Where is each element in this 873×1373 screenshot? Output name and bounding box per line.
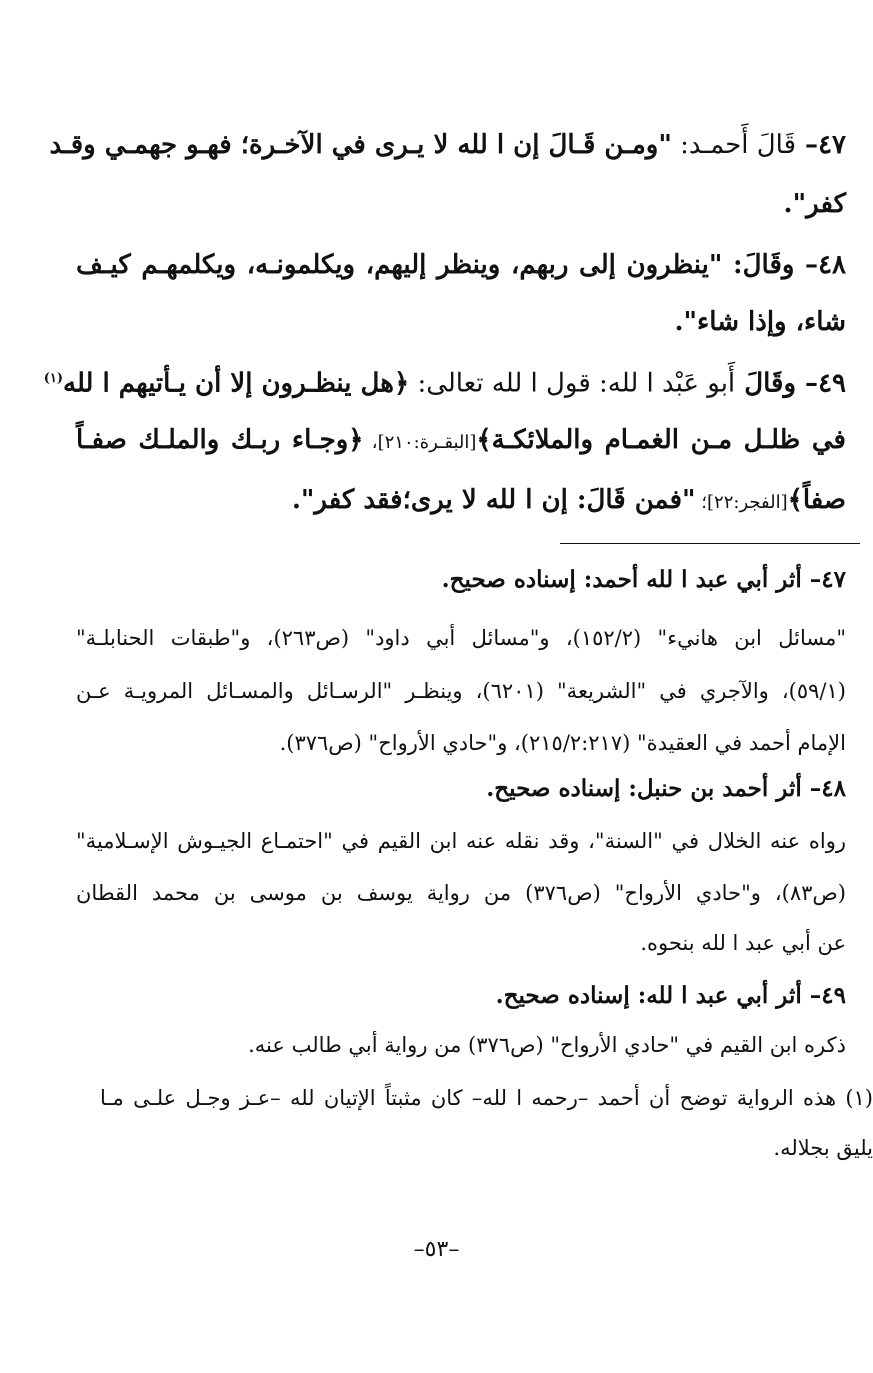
item-number-49: ٤٩– وقَالَ bbox=[735, 368, 846, 399]
quote-text: "فمن قَالَ: إن ا لله لا يرى؛فقد كفر". bbox=[291, 485, 696, 515]
quran-verse: في ظلـل مـن الغمـام والملائكـة﴾ bbox=[476, 425, 846, 455]
paragraph-48-line-2: شاء، وإذا شاء". bbox=[674, 307, 846, 337]
note-48-heading: ٤٨– أثر أحمد بن حنبل: إسناده صحيح. bbox=[486, 775, 846, 802]
paragraph-49-line-2 bbox=[76, 422, 846, 461]
footnote-1-line-2: يليق بجلاله. bbox=[773, 1136, 873, 1160]
verse-reference: [الفجر:٢٢]؛ bbox=[695, 492, 788, 513]
quote-text: "ومـن قَـالَ إن ا لله لا يـرى في الآخـرة؛ فهـو جهمـي وقـد bbox=[49, 130, 672, 160]
note-48-line-2: (ص٨٣)، و"حادي الأرواح" (ص٣٧٦) من رواية يوسف بن موسى بن محمد القطان bbox=[76, 881, 846, 905]
page-number: –٥٣– bbox=[413, 1237, 460, 1262]
item-number-47: ٤٧– bbox=[796, 130, 846, 160]
verse-reference: [البقـرة:٢١٠]، bbox=[363, 432, 477, 453]
paragraph-49-line-3 bbox=[76, 482, 846, 521]
quran-verse: صفاً﴾ bbox=[787, 485, 846, 515]
note-49-heading: ٤٩– أثر أبي عبد ا لله: إسناده صحيح. bbox=[495, 982, 846, 1009]
footnote-1-line-1: (١) هذه الرواية توضح أن أحمد –رحمه ا لله– كان مثبتاً الإتيان لله –عـز وجـل علـى مـا bbox=[100, 1086, 873, 1110]
footnote-marker: (١) bbox=[43, 371, 63, 386]
quran-verse: ﴿هل ينظـرون إلا أن يـأتيهم ا لله bbox=[63, 368, 410, 399]
quran-verse: ﴿وجـاء ربـك والملـك صفـاً bbox=[76, 425, 364, 455]
speaker-ahmad: قَالَ أَحمـد: bbox=[671, 130, 796, 160]
note-48-line-1: رواه عنه الخلال في "السنة"، وقد نقله عنه ابن القيم في "احتمـاع الجيـوش الإسـلامية" bbox=[76, 829, 846, 853]
paragraph-47-line-1 bbox=[49, 127, 846, 163]
note-47-line-2: (٥٩/١)، والآجري في "الشريعة" (٦٢٠١)، وينظـر "الرسـائل والمسـائل المرويـة عـن bbox=[76, 679, 846, 703]
paragraph-47-line-2: كفر". bbox=[783, 189, 846, 219]
paragraph-48-line-1: ٤٨– وقَالَ: "ينظرون إلى ربهم، وينظر إليهم، ويكلمونـه، ويكلمهـم كيـف bbox=[76, 250, 846, 280]
note-48-line-3: عن أبي عبد ا لله بنحوه. bbox=[640, 931, 846, 955]
note-47-heading: ٤٧– أثر أبي عبد ا لله أحمد: إسناده صحيح. bbox=[441, 566, 846, 593]
note-47-line-3: الإمام أحمد في العقيدة" (٢١٥/٢:٢١٧)، و"حادي الأرواح" (ص٣٧٦). bbox=[279, 731, 846, 755]
note-47-line-1: "مسائل ابن هانيء" (١٥٢/٢)، و"مسائل أبي داود" (ص٢٦٣)، و"طبقات الحنابلـة" bbox=[76, 626, 846, 650]
paragraph-49-line-1 bbox=[43, 361, 846, 402]
speaker-abu-abdullah: أَبو عَبْد ا لله: قول ا لله تعالى: bbox=[409, 368, 736, 399]
footnote-separator bbox=[560, 543, 860, 544]
note-49-line-1: ذكره ابن القيم في "حادي الأرواح" (ص٣٧٦) من رواية أبي طالب عنه. bbox=[248, 1033, 846, 1057]
